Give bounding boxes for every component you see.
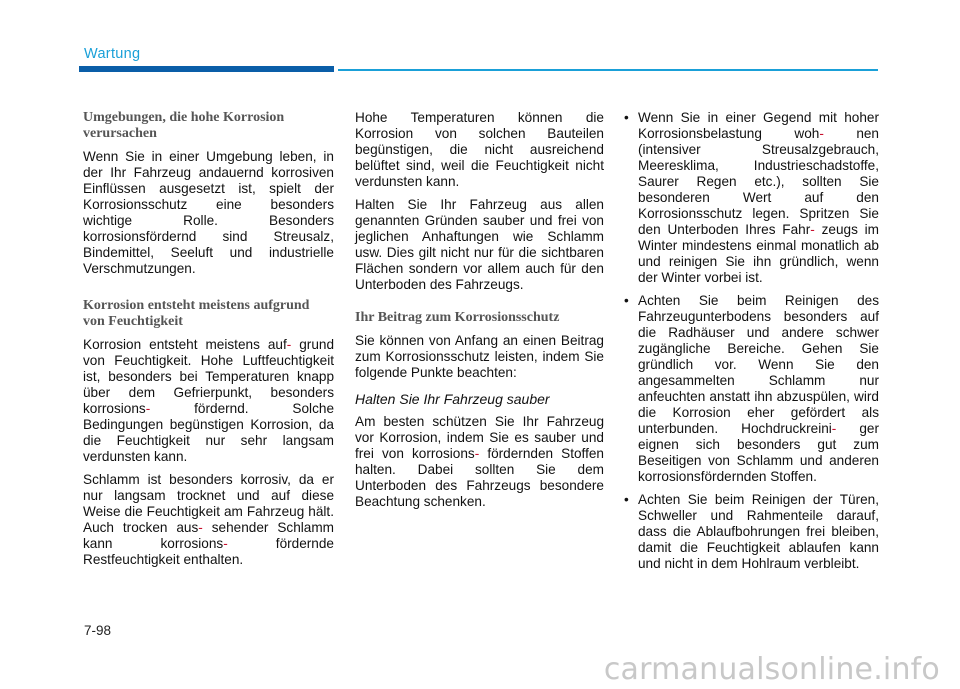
paragraph-environment: Wenn Sie in einer Umgebung leben, in der Ihr Fahrzeug andauernd korrosiven Einflüssen ausgesetzt ist, spielt der Korrosionsschutz eine besonders wichtige Rolle. Besonders korrosionsfördernd sind Streusalz, Bindemittel, Seeluft und industrielle Verschmutzungen. [83,149,334,276]
column-middle [355,110,604,517]
header-rule-dark [79,66,334,72]
hyphen-mark: - [286,337,292,352]
paragraph-mud: Schlamm ist besonders korrosiv, da er nur langsam trocknet und auf diese Weise die Feuchtigkeit am Fahrzeug hält. Auch trocken aus- sehender Schlamm kann korrosions- fördernde Restfeuchtigkeit enthalten. [83,472,334,567]
paragraph-temperature: Hohe Temperaturen können die Korrosion von solchen Bauteilen begünstigen, die nicht ausreichend belüftet sind, weil die Feuchtigkeit nicht verdunsten kann. [355,110,604,189]
bullet-icon: • [624,110,629,125]
heading-corrosive-environments: Umgebungen, die hohe Korrosion verursachen [83,110,285,141]
subheading-keep-vehicle-clean: Halten Sie Ihr Fahrzeug sauber [355,391,550,407]
list-item: • Achten Sie beim Reinigen des Fahrzeugunterbodens besonders auf die Radhäuser und andere schwer zugängliche Bereiche. Gehen Sie gründlich vor. Wenn Sie den angesammelten Schlamm nur anfeuchten anstatt ihn abzuspülen, wird die Korrosion eher gefördert als unterbunden. Hochdruckreini- ger eignen sich besonders gut zum Beseitigen von Schlamm und anderen korrosionsfördernden Stoffen. [624,293,879,484]
hyphen-mark: - [145,401,151,416]
heading-moisture: Korrosion entsteht meistens aufgrund von Feuchtigkeit [83,298,310,329]
hyphen-mark: - [819,126,824,141]
column-right [623,110,879,579]
heading-your-contribution: Ihr Beitrag zum Korrosionsschutz [355,310,560,325]
column-left [83,110,334,575]
paragraph-keep-clean: Halten Sie Ihr Fahrzeug aus allen genannten Gründen sauber und frei von jeglichen Anhaftungen wie Schlamm usw. Dies gilt nicht nur für die sichtbaren Flächen sondern vor allem auch für den Unterboden des Fahrzeugs. [355,197,604,292]
page-number: 7-98 [84,623,112,638]
bullet-icon: • [624,492,629,507]
tips-list [623,110,879,572]
paragraph-clean-vehicle: Am besten schützen Sie Ihr Fahrzeug vor Korrosion, indem Sie es sauber und frei von korrosions- fördernden Stoffen halten. Dabei sollten Sie dem Unterboden des Fahrzeugs besondere Beachtung schenken. [355,414,604,509]
paragraph-moisture: Korrosion entsteht meistens auf- grund von Feuchtigkeit. Hohe Luftfeuchtigkeit ist, besonders bei Temperaturen knapp über dem Gefrierpunkt, besonders korrosions- fördernd. Solche Bedingungen begünstigen Korrosion, da die Feuchtigkeit nur sehr langsam verdunsten kann. [83,337,335,464]
hyphen-mark: - [831,421,837,436]
hyphen-mark: - [474,446,480,461]
paragraph-contribution: Sie können von Anfang an einen Beitrag zum Korrosionsschutz leisten, indem Sie folgende Punkte beachten: [355,333,604,380]
header-rule-light [338,69,878,71]
hyphen-mark: - [810,222,815,237]
hyphen-mark: - [223,536,228,551]
hyphen-mark: - [198,520,203,535]
list-item: • Wenn Sie in einer Gegend mit hoher Korrosionsbelastung woh- nen (intensiver Streusalzgebrauch, Meeresklima, Industrieschadstoffe, Saurer Regen etc.), sollten Sie besonderen Wert auf den Korrosionsschutz legen. Spritzen Sie den Unterboden Ihres Fahr- zeugs im Winter mindestens einmal monatlich ab und reinigen Sie ihn gründlich, wenn der Winter vorbei ist. [624,110,879,285]
list-item: • Achten Sie beim Reinigen der Türen, Schweller und Rahmenteile darauf, dass die Ablaufbohrungen frei bleiben, damit die Feuchtigkeit ablaufen kann und nicht in dem Hohlraum verbleibt. [624,492,879,571]
section-title: Wartung [84,46,141,62]
bullet-icon: • [624,293,629,308]
watermark: carmanualsonline.info [603,652,940,687]
